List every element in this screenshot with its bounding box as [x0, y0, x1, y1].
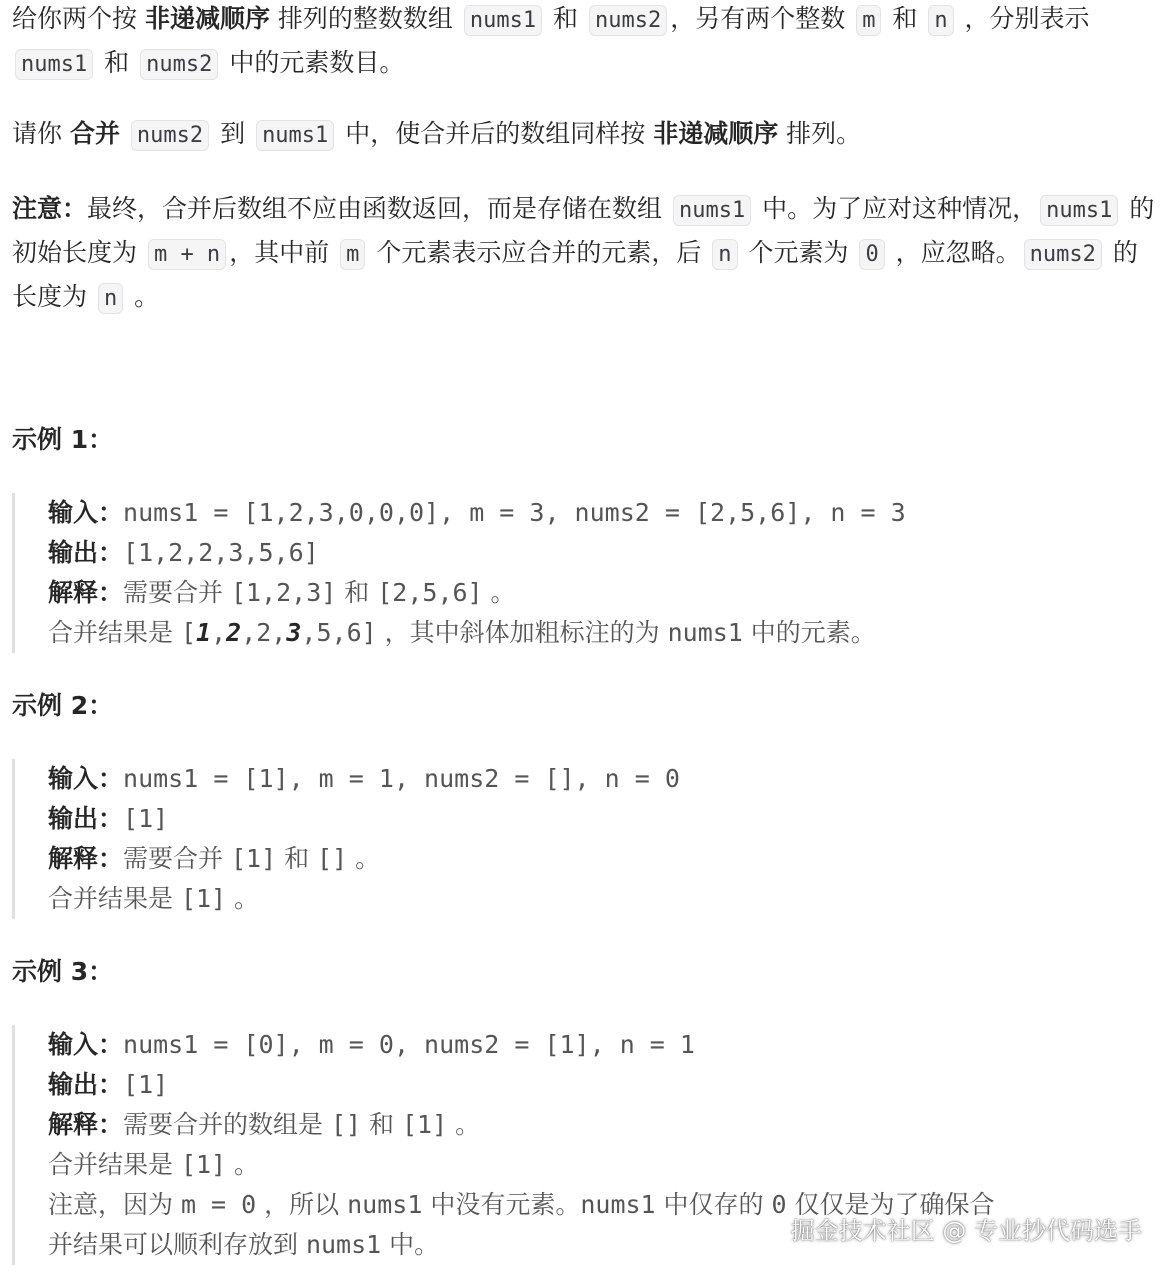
- text: 和: [96, 48, 138, 77]
- text: 需要合并: [123, 844, 231, 873]
- text: ，所以: [256, 1190, 348, 1219]
- inline-code: nums2: [131, 120, 209, 151]
- text: 排列。: [778, 119, 862, 148]
- code-text: [1]: [230, 844, 277, 873]
- input-label: 输入：: [48, 498, 124, 527]
- input-label: 输入：: [48, 1030, 124, 1059]
- example-3-explanation-2: [48, 1145, 1158, 1185]
- text: 。: [226, 884, 260, 913]
- code-text: m = 0: [180, 1190, 257, 1219]
- example-3-input: [48, 1025, 1158, 1065]
- example-3-output: [48, 1065, 1158, 1105]
- text: 到: [212, 119, 254, 148]
- explain-label: 解释：: [48, 578, 124, 607]
- emphasis: 非递减顺序: [653, 119, 779, 148]
- text: 需要合并的数组是: [123, 1110, 331, 1139]
- text: 合并结果是: [48, 1150, 181, 1179]
- inline-code: n: [98, 283, 123, 314]
- text: 给你两个按: [12, 4, 145, 33]
- text: [120, 119, 128, 148]
- inline-code: nums2: [140, 49, 218, 80]
- output-label: 输出：: [48, 538, 124, 567]
- inline-code: 0: [859, 239, 884, 270]
- example-1-explanation: [48, 573, 1158, 613]
- note-label: 注意：: [12, 194, 88, 223]
- emphasis: 非递减顺序: [144, 4, 270, 33]
- text: 个元素为: [740, 238, 857, 267]
- inline-code: nums1: [15, 49, 93, 80]
- inline-code: nums2: [589, 5, 667, 36]
- example-1-input: [48, 493, 1158, 533]
- text: ，应忽略。: [887, 238, 1021, 267]
- text: 。: [447, 1110, 481, 1139]
- inline-code: n: [928, 5, 953, 36]
- text: ，另有两个整数: [670, 4, 854, 33]
- text: 中没有元素。: [422, 1190, 581, 1219]
- intro-paragraph: [12, 0, 1162, 86]
- merged-result: [181, 618, 377, 647]
- code-text: 0: [771, 1190, 787, 1219]
- inline-code: m + n: [148, 239, 226, 270]
- inline-code: nums1: [1040, 195, 1118, 226]
- text: 请你: [12, 119, 70, 148]
- text: 和: [336, 578, 378, 607]
- highlighted-element: 2: [226, 618, 242, 647]
- text: 合并结果是: [48, 884, 181, 913]
- code-text: [1]: [180, 1150, 227, 1179]
- explain-label: 解释：: [48, 1110, 124, 1139]
- input-value: nums1 = [0], m = 0, nums2 = [1], n = 1: [123, 1030, 695, 1059]
- code-text: []: [330, 1110, 362, 1139]
- output-value: [1]: [123, 1070, 169, 1099]
- highlighted-element: 1: [196, 618, 212, 647]
- text: 中。为了应对这种情况，: [754, 194, 1038, 223]
- code-text: [1,2,3]: [230, 578, 337, 607]
- input-value: nums1 = [1,2,3,0,0,0], m = 3, nums2 = [2,5,6], n = 3: [123, 498, 906, 527]
- text: ，其中斜体加粗标注的为: [376, 618, 668, 647]
- comma: ,: [211, 618, 227, 647]
- output-value: [1,2,2,3,5,6]: [123, 538, 319, 567]
- output-value: [1]: [123, 804, 169, 833]
- text: 和: [545, 4, 587, 33]
- example-1-output: [48, 533, 1158, 573]
- code-text: [1]: [401, 1110, 448, 1139]
- code-text: nums1: [347, 1190, 423, 1219]
- text: 合并结果是: [48, 618, 181, 647]
- input-label: 输入：: [48, 764, 124, 793]
- text: 排列的整数数组: [269, 4, 461, 33]
- inline-code: m: [856, 5, 881, 36]
- inline-code: m: [340, 239, 365, 270]
- example-3-title: 示例 3：: [12, 957, 114, 986]
- text: 最终，合并后数组不应由函数返回，而是存储在数组: [87, 194, 670, 223]
- output-label: 输出：: [48, 1070, 124, 1099]
- text: 的长度为: [12, 238, 1138, 311]
- text: 。: [226, 1150, 260, 1179]
- task-paragraph: [12, 113, 1162, 157]
- text: 和: [361, 1110, 402, 1139]
- explain-label: 解释：: [48, 844, 124, 873]
- example-2-title: 示例 2：: [12, 691, 114, 720]
- code-text: nums1: [305, 1230, 382, 1259]
- example-2-explanation-2: [48, 879, 1158, 919]
- text: 仅仅是为了确保合: [786, 1190, 995, 1219]
- code-text: [1]: [180, 884, 227, 913]
- code-text: nums1: [580, 1190, 656, 1219]
- emphasis: 合并: [69, 119, 120, 148]
- text: 中的元素。: [742, 618, 876, 647]
- code-text: nums1: [667, 618, 743, 647]
- input-value: nums1 = [1], m = 1, nums2 = [], n = 0: [123, 764, 680, 793]
- text: 和: [276, 844, 318, 873]
- text: 。: [347, 844, 381, 873]
- code-text: []: [317, 844, 348, 873]
- example-1-explanation-2: [48, 613, 1158, 653]
- inline-code: nums1: [673, 195, 751, 226]
- text: 注意，因为: [48, 1190, 181, 1219]
- output-label: 输出：: [48, 804, 124, 833]
- text: 中仅存的: [655, 1190, 772, 1219]
- text: ，分别表示: [956, 4, 1090, 33]
- example-2-explanation: [48, 839, 1158, 879]
- text: 的初始长度为: [12, 194, 1155, 267]
- text: 。: [482, 578, 516, 607]
- watermark: 掘金技术社区 @ 专业抄代码选手: [790, 1217, 1142, 1245]
- text: 和: [884, 4, 926, 33]
- text: 需要合并: [123, 578, 231, 607]
- example-3-explanation: [48, 1105, 1158, 1145]
- text: 中的元素数目。: [221, 48, 405, 77]
- bracket: [: [180, 618, 197, 647]
- inline-code: nums1: [256, 120, 334, 151]
- note-paragraph: [12, 188, 1162, 320]
- plain-elements: ,2,: [241, 618, 287, 647]
- code-text: [2,5,6]: [377, 578, 483, 607]
- example-2-input: [48, 759, 1158, 799]
- text: 。: [126, 282, 160, 311]
- example-2-block: [12, 759, 1158, 919]
- text: 并结果可以顺利存放到: [48, 1230, 306, 1259]
- inline-code: n: [712, 239, 737, 270]
- text: 中，使合并后的数组同样按: [337, 119, 654, 148]
- example-2-output: [48, 799, 1158, 839]
- example-1-block: [12, 493, 1158, 653]
- plain-elements: ,5,6]: [301, 618, 377, 647]
- text: ，其中前: [229, 238, 338, 267]
- inline-code: nums1: [464, 5, 542, 36]
- highlighted-element: 3: [286, 618, 302, 647]
- text: 中。: [381, 1230, 440, 1259]
- example-1-title: 示例 1：: [12, 425, 114, 454]
- text: 个元素表示应合并的元素，后: [368, 238, 710, 267]
- inline-code: nums2: [1024, 239, 1102, 270]
